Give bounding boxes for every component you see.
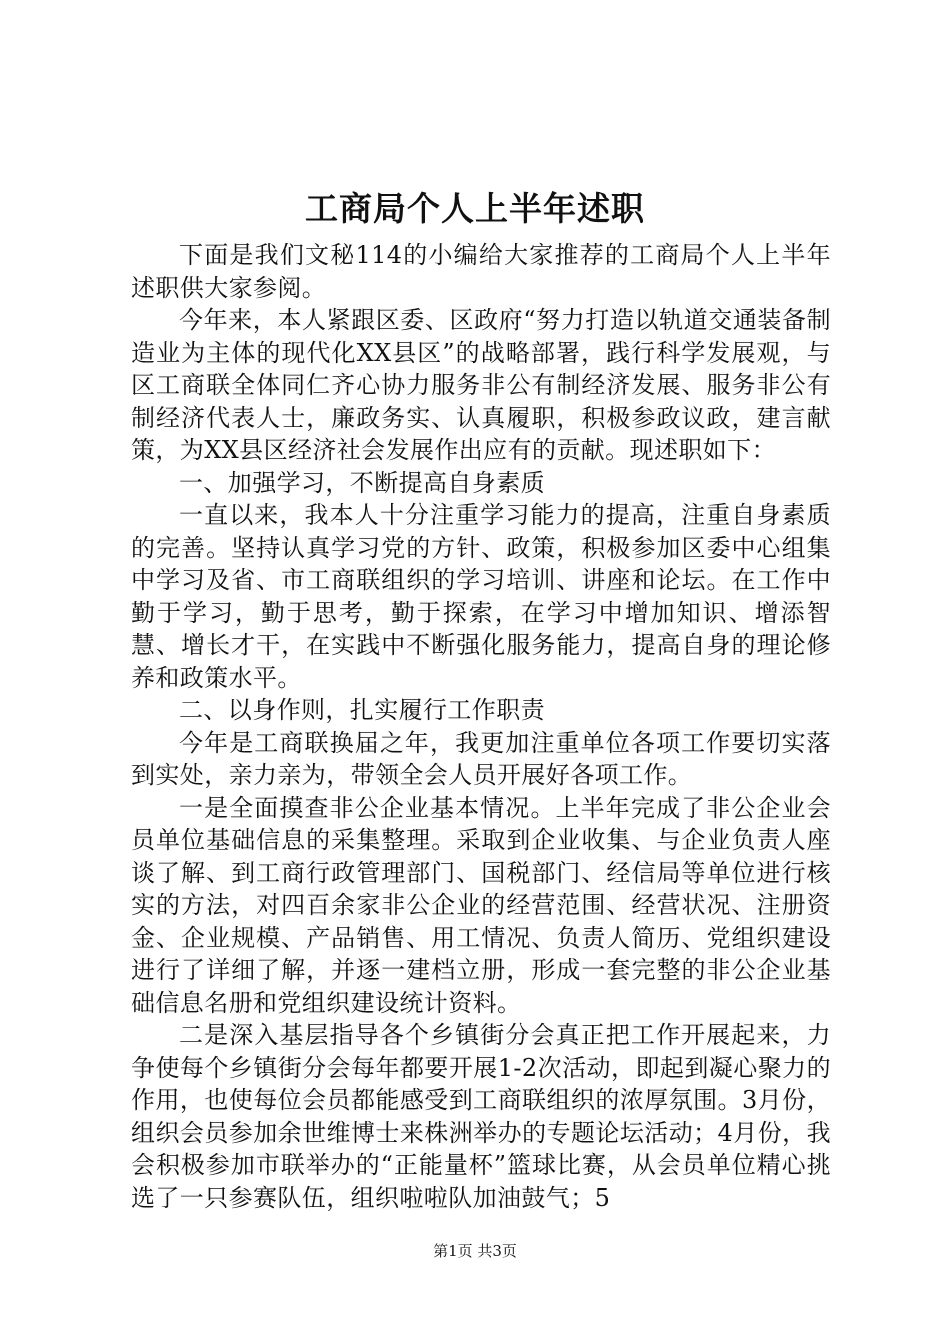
section-heading-1: 一、加强学习，不断提高自身素质 (179, 468, 545, 497)
document-body (131, 239, 831, 1214)
intro-paragraph: 下面是我们文秘114的小编给大家推荐的工商局个人上半年述职供大家参阅。 (131, 241, 831, 302)
opening-paragraph: 今年来，本人紧跟区委、区政府“努力打造以轨道交通装备制造业为主体的现代化XX县区”的战略部署，践行科学发展观，与区工商联全体同仁齐心协力服务非公有制经济发展、服务非公有制经济代表人士，廉政务实、认真履职，积极参政议政，建言献策，为XX县区经济社会发展作出应有的贡献。现述职如下： (131, 306, 831, 464)
page-footer: 第1页 共3页 (433, 1242, 517, 1260)
grassroots-paragraph: 二是深入基层指导各个乡镇街分会真正把工作开展起来，力争使每个乡镇街分会每年都要开展1-2次活动，即起到凝心聚力的作用，也使每位会员都能感受到工商联组织的浓厚氛围。3月份，组织会员参加余世维博士来株洲举办的专题论坛活动；4月份，我会积极参加市联举办的“正能量杯”篮球比赛，从会员单位精心挑选了一只参赛队伍，组织啦啦队加油鼓气；5 (131, 1021, 831, 1212)
enterprise-survey-paragraph: 一是全面摸查非公企业基本情况。上半年完成了非公企业会员单位基础信息的采集整理。采取到企业收集、与企业负责人座谈了解、到工商行政管理部门、国税部门、经信局等单位进行核实的方法，对四百余家非公企业的经营范围、经营状况、注册资金、企业规模、产品销售、用工情况、负责人简历、党组织建设进行了详细了解，并逐一建档立册，形成一套完整的非公企业基础信息名册和党组织建设统计资料。 (131, 793, 831, 1017)
duty-paragraph: 今年是工商联换届之年，我更加注重单位各项工作要切实落到实处，亲力亲为，带领全会人员开展好各项工作。 (131, 728, 831, 789)
section-heading-2: 二、以身作则，扎实履行工作职责 (179, 696, 545, 724)
study-paragraph: 一直以来，我本人十分注重学习能力的提高，注重自身素质的完善。坚持认真学习党的方针、政策，积极参加区委中心组集中学习及省、市工商联组织的学习培训、讲座和论坛。在工作中勤于学习，勤于思考，勤于探索，在学习中增加知识、增添智慧、增长才干，在实践中不断强化服务能力，提高自身的理论修养和政策水平。 (131, 501, 831, 692)
document-title: 工商局个人上半年述职 (305, 189, 645, 228)
